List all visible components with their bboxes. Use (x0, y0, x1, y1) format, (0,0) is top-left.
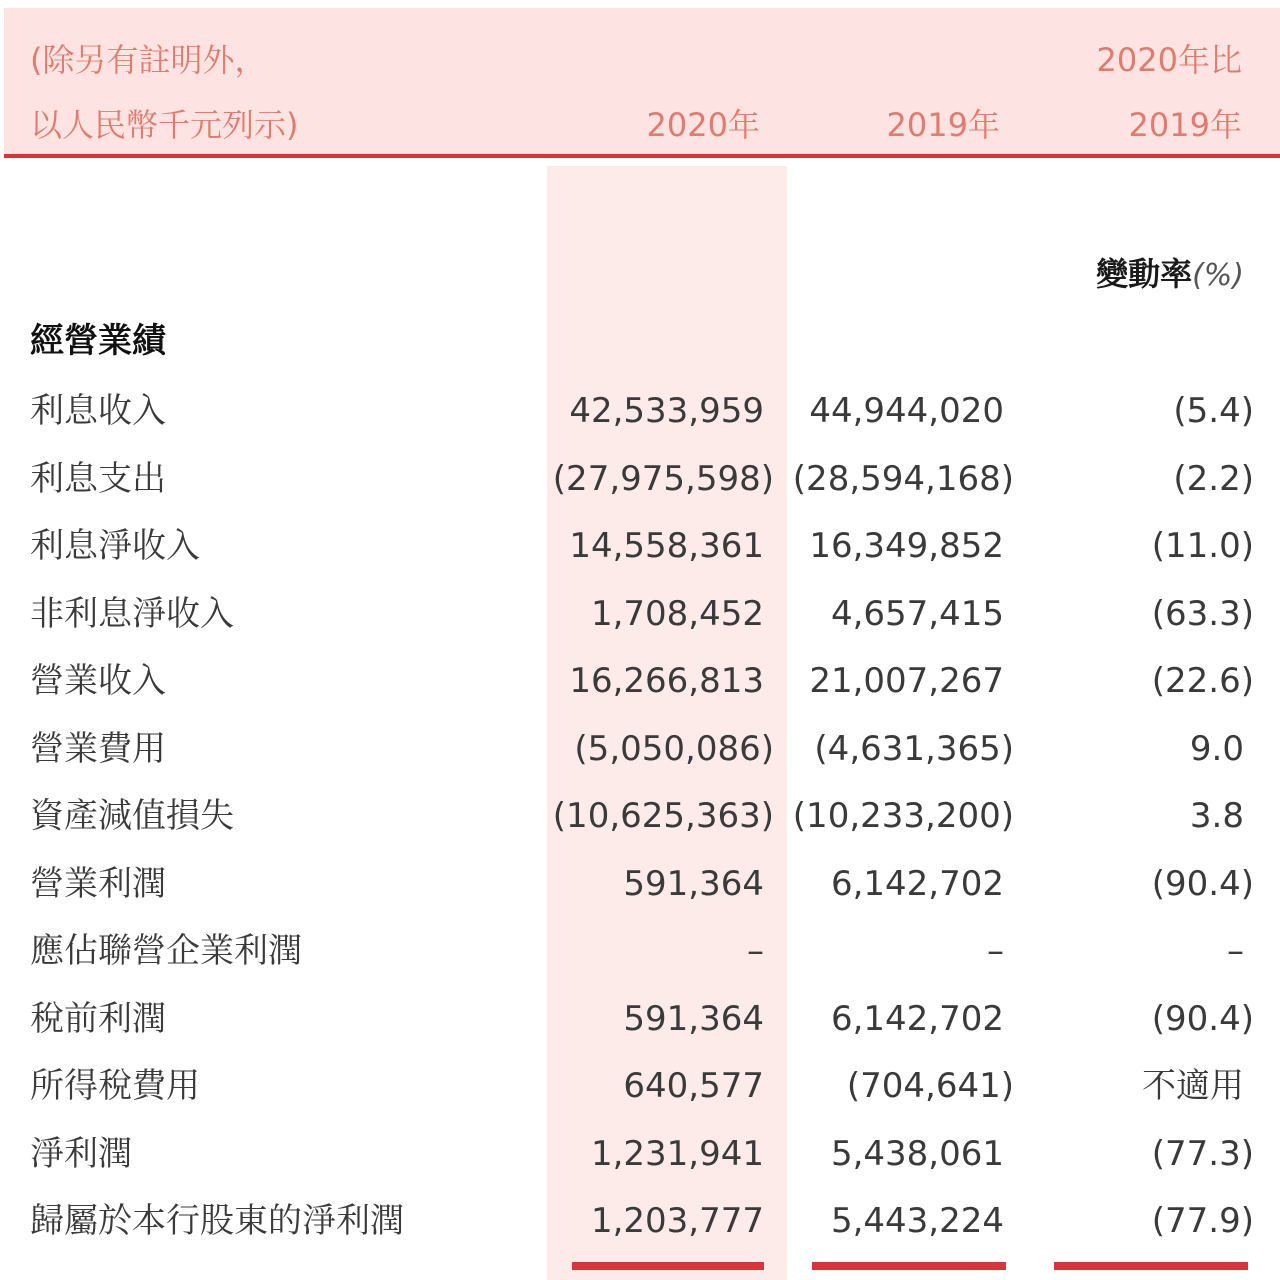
table-row (0, 1190, 1280, 1258)
value-2020: 1,203,777 (590, 1201, 764, 1241)
section-title: 經營業績 (30, 321, 166, 361)
row-label: 利息收入 (30, 391, 166, 431)
value-2020: 16,266,813 (569, 661, 764, 701)
value-2020: 591,364 (623, 863, 764, 904)
change-rate: (77.9) (1151, 1201, 1254, 1241)
value-2019: 5,438,061 (830, 1133, 1004, 1174)
value-2019: (28,594,168) (792, 458, 1014, 499)
table-row (0, 853, 1280, 921)
change-rate: (63.3) (1151, 593, 1254, 634)
change-rate-label: 變動率 (1096, 255, 1193, 293)
table-row (0, 650, 1280, 718)
change-rate-header (1096, 255, 1244, 293)
column-header-change-line2: 2019年 (1128, 106, 1242, 144)
value-2020: (10,625,363) (552, 796, 774, 836)
table-row (0, 1123, 1280, 1191)
row-label: 歸屬於本行股東的淨利潤 (30, 1201, 404, 1241)
value-2020: 1,231,941 (590, 1133, 764, 1174)
row-label: 利息淨收入 (30, 526, 200, 566)
change-rate: 不適用 (1142, 1066, 1244, 1106)
row-label: 營業收入 (30, 661, 166, 701)
unit-note-line2: 以人民幣千元列示) (30, 106, 299, 144)
table-row (0, 988, 1280, 1056)
column-header-2020: 2020年 (646, 106, 760, 144)
value-2019: 21,007,267 (809, 661, 1004, 701)
table-row (0, 785, 1280, 853)
table-row (0, 1055, 1280, 1123)
total-underline-2019 (812, 1262, 1006, 1270)
change-rate: – (1227, 931, 1244, 971)
change-rate: (90.4) (1151, 863, 1254, 904)
value-2019: (4,631,365) (814, 728, 1014, 769)
table-row (0, 920, 1280, 988)
value-2020: 14,558,361 (569, 526, 764, 566)
row-label: 資產減值損失 (30, 796, 234, 836)
row-label: 營業利潤 (30, 863, 166, 904)
table-row (0, 448, 1280, 516)
value-2020: 591,364 (623, 998, 764, 1039)
row-label: 稅前利潤 (30, 998, 166, 1039)
value-2019: 44,944,020 (809, 391, 1004, 431)
change-rate-unit: (%) (1192, 258, 1244, 293)
change-rate: (11.0) (1151, 526, 1254, 566)
row-label: 淨利潤 (30, 1133, 132, 1174)
value-2019: 5,443,224 (830, 1201, 1004, 1241)
row-label: 應佔聯營企業利潤 (30, 931, 302, 971)
change-rate: (90.4) (1151, 998, 1254, 1039)
value-2019: 6,142,702 (830, 863, 1004, 904)
table-row (0, 380, 1280, 448)
unit-note-line1: (除另有註明外， (30, 41, 267, 79)
header-divider (4, 154, 1280, 158)
value-2019: 4,657,415 (830, 593, 1004, 634)
change-rate: 9.0 (1189, 728, 1244, 769)
total-underline-change (1054, 1262, 1248, 1270)
value-2019: (704,641) (846, 1066, 1014, 1106)
value-2020: 1,708,452 (590, 593, 764, 634)
value-2019: 16,349,852 (809, 526, 1004, 566)
value-2020: (27,975,598) (552, 458, 774, 499)
value-2019: – (987, 931, 1004, 971)
value-2020: 42,533,959 (569, 391, 764, 431)
change-rate: 3.8 (1189, 796, 1244, 836)
value-2020: – (747, 931, 764, 971)
row-label: 所得稅費用 (30, 1066, 200, 1106)
table-row (0, 718, 1280, 786)
row-label: 非利息淨收入 (30, 593, 234, 634)
value-2019: 6,142,702 (830, 998, 1004, 1039)
change-rate: (22.6) (1151, 661, 1254, 701)
value-2020: (5,050,086) (574, 728, 774, 769)
change-rate: (2.2) (1173, 458, 1254, 499)
column-header-2019: 2019年 (886, 106, 1000, 144)
table-row (0, 515, 1280, 583)
value-2019: (10,233,200) (792, 796, 1014, 836)
change-rate: (77.3) (1151, 1133, 1254, 1174)
row-label: 利息支出 (30, 458, 166, 499)
row-label: 營業費用 (30, 728, 166, 769)
value-2020: 640,577 (623, 1066, 764, 1106)
table-row (0, 583, 1280, 651)
column-header-change-line1: 2020年比 (1096, 41, 1242, 79)
change-rate: (5.4) (1173, 391, 1254, 431)
total-underline-2020 (572, 1262, 764, 1270)
results-table (0, 380, 1280, 1258)
